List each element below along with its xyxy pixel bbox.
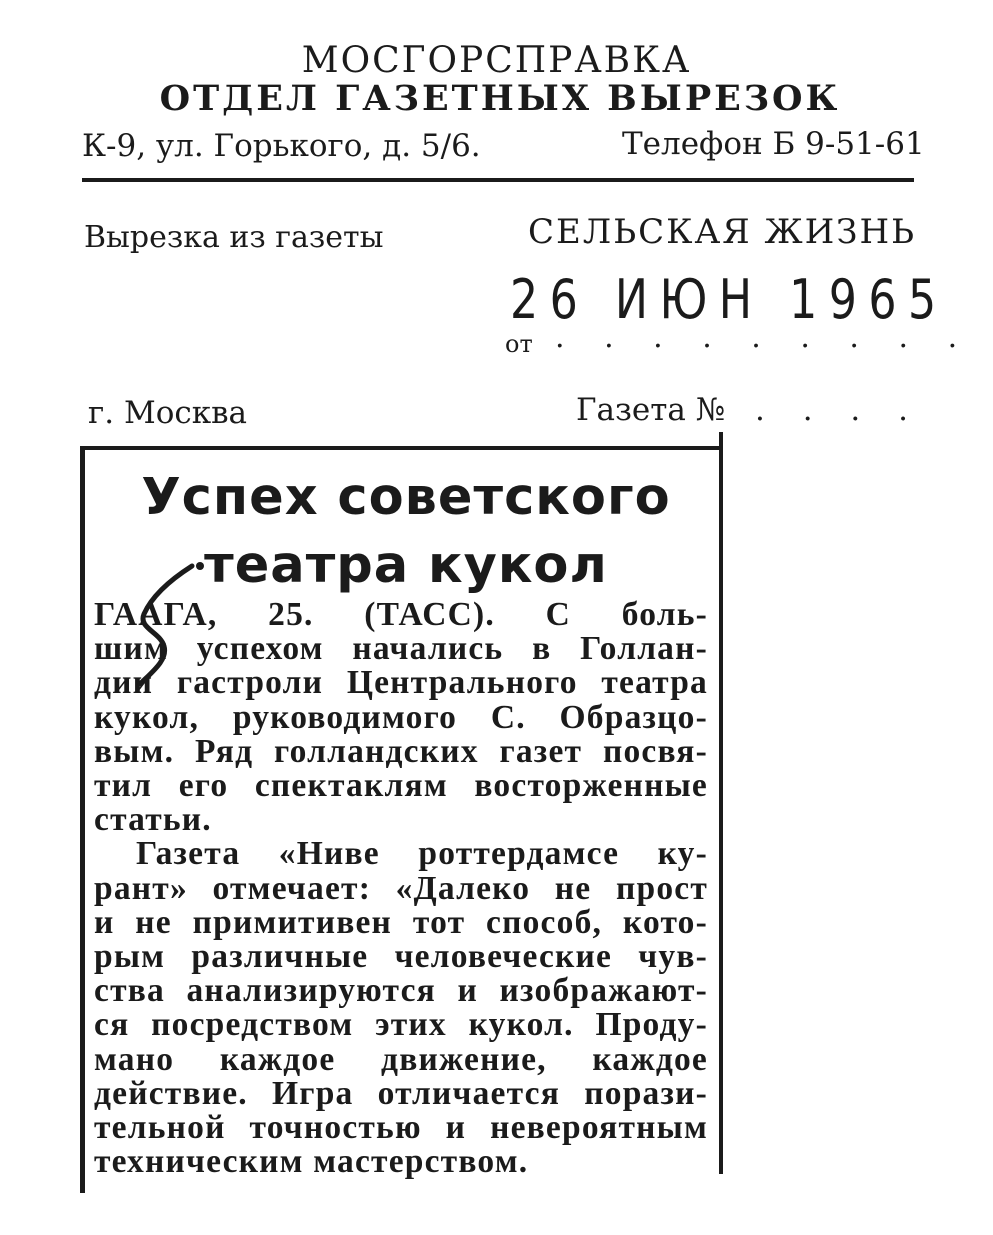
article-line: дии гастроли Центрального театра <box>94 664 708 702</box>
article-line: рант» отмечает: «Далеко не прост <box>94 869 708 907</box>
newspaper-name: СЕЛЬСКАЯ ЖИЗНЬ <box>528 212 917 252</box>
article-line: Газета «Ниве роттердамсе ку- <box>136 835 708 873</box>
clipping-border-top <box>80 446 723 450</box>
article-line: тельной точностью и невероятным <box>94 1109 708 1147</box>
article-line: статьи. <box>94 801 212 839</box>
article-line: рым различные человеческие чув- <box>94 938 708 976</box>
department-name: ОТДЕЛ ГАЗЕТНЫХ ВЫРЕЗОК <box>159 78 841 119</box>
article-headline-line-2: театра кукол <box>204 536 608 595</box>
article-line: ГААГА, 25. (ТАСС). С боль- <box>94 596 708 633</box>
article-line: вым. Ряд голландских газет посвя- <box>94 732 708 770</box>
date-stamp: 26 ИЮН 1965 <box>510 268 948 331</box>
article-line: действие. Игра отличается порази- <box>94 1074 708 1112</box>
handwritten-pencil-mark-icon <box>130 560 210 705</box>
issue-number-label: Газета № <box>576 392 726 428</box>
date-prefix-label: от <box>505 330 533 358</box>
article-line: и не примитивен тот способ, кото- <box>94 903 708 941</box>
article-line: ства анализируются и изображают- <box>94 972 708 1010</box>
address: К-9, ул. Горького, д. 5/6. <box>82 128 481 164</box>
source-label: Вырезка из газеты <box>84 220 384 255</box>
article-line: мано каждое движение, каждое <box>94 1040 708 1078</box>
article-line: шим успехом начались в Голлан- <box>94 630 708 668</box>
issue-dotted-line: . . . . <box>755 392 922 428</box>
phone-number: Телефон Б 9-51-61 <box>622 126 925 162</box>
article-headline-line-1: Успех советского <box>141 468 671 527</box>
clipping-border-left <box>80 448 85 1193</box>
article-line: кукол, руководимого С. Образцо- <box>94 698 708 736</box>
date-dotted-line: . . . . . . . . . <box>555 320 973 355</box>
article-line: ся посредством этих кукол. Проду- <box>94 1006 708 1044</box>
article-line: тил его спектаклям восторженные <box>94 767 708 805</box>
city-label: г. Москва <box>88 395 248 431</box>
org-name: МОСГОРСПРАВКА <box>301 40 692 81</box>
header-divider <box>82 178 914 182</box>
article-line: техническим мастерством. <box>94 1143 529 1181</box>
